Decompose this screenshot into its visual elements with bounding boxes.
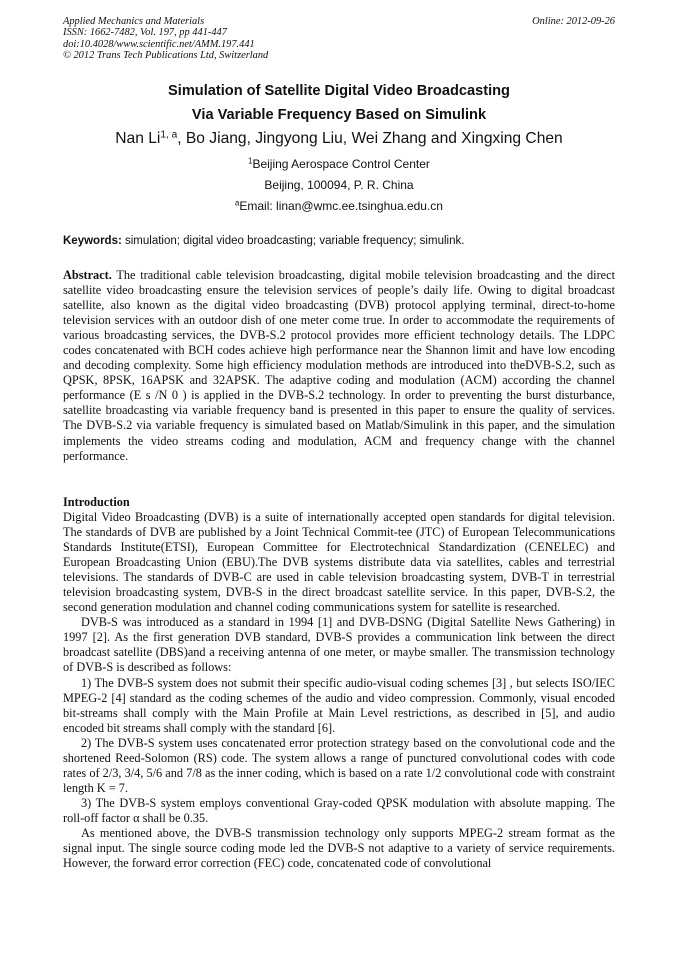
paragraph: DVB-S was introduced as a standard in 1994 [1] and DVB-DSNG (Digital Satellite News Gathering) in 1997 [2]. As the first generation DVB standard, DVB-S provides a communication link between the direct broadcast satellite (DBS)and a receiving antenna of one meter, or maybe smaller. The transmission technology of DVB-S is described as follows: bbox=[63, 615, 615, 675]
paper-title-line-1: Simulation of Satellite Digital Video Broadcasting bbox=[168, 83, 510, 99]
keywords-text: simulation; digital video broadcasting; variable frequency; simulink. bbox=[121, 235, 465, 247]
journal-name: Applied Mechanics and Materials bbox=[63, 16, 205, 27]
affiliation-institution: $^1$Beijing Aerospace Control Center bbox=[248, 156, 430, 171]
abstract-text: The traditional cable television broadcasting, digital mobile television broadcasting and the direct satellite video broadcasting ensure the television services of people’s daily life. Owing to digital broadcast satellite, also known as the digital video broadcasting (DVB) protocol applying terminal, direct-to-home television services with an outdoor dish of one meter come true. In order to accommodate the requirements of various broadcasting services, the DVB-S.2 protocol provides more efficient technology details. The LDPC codes concatenated with BCH codes achieve high performance near the Shannon limit and have low encoding and decoding complexity. Some high efficiency modulation methods are introduced into theDVB-S.2, such as QPSK, 8PSK, 16APSK and 32APSK. The adaptive coding and modulation (ACM) according the channel performance (E s /N 0 ) is applied in the DVB-S.2 technology. In order to preventing the burst disturbance, satellite broadcasting via variable frequency band is presented in this paper to ensure the quality of services. The DVB-S.2 via variable frequency is simulated based on Matlab/Simulink in this paper, and the simulation implements the video streams coding and modulation, ACM and frequency change with the channel performance. bbox=[63, 268, 615, 463]
author-email: $^a$Email: linan@wmc.ee.tsinghua.edu.cn bbox=[235, 198, 443, 213]
affiliation-mark: 1 bbox=[248, 156, 253, 166]
author-list bbox=[40, 129, 638, 149]
paper-title-line-2: Via Variable Frequency Based on Simulink bbox=[191, 107, 487, 123]
first-author-affiliation-mark: 1, a bbox=[160, 129, 178, 141]
keywords-label: Keywords: bbox=[63, 235, 122, 247]
abstract bbox=[63, 268, 615, 464]
paragraph: 2) The DVB-S system uses concatenated error protection strategy based on the convolutional code and the shortened Reed-Solomon (RS) code. The system allows a range of punctured convolutional codes with code rates of 2/3, 3/4, 5/6 and 7/8 as the inner coding, which is based on a rate 1/2 convolutional code with constraint length K = 7. bbox=[63, 735, 615, 795]
paragraph: As mentioned above, the DVB-S transmission technology only supports MPEG-2 stream format as the signal input. The single source coding mode led the DVB-S not adaptive to a variety of service requirements. However, the forward error correction (FEC) code, concatenated code of convolutional bbox=[63, 825, 615, 871]
other-authors: , Bo Jiang, Jingyong Liu, Wei Zhang and Xingxing Chen bbox=[177, 130, 563, 147]
copyright-line: © 2012 Trans Tech Publications Ltd, Switzerland bbox=[63, 50, 269, 62]
abstract-label: Abstract. bbox=[63, 268, 112, 282]
journal-header bbox=[63, 16, 483, 62]
paragraph: 1) The DVB-S system does not submit their specific audio-visual coding schemes [3] , but selects ISO/IEC MPEG-2 [4] standard as the coding schemes of the audio and video compression. Commonly, visual encoded bit-streams shall comply with the Main Profile at Main Level restrictions, as described in [5], and audio encoded bit streams shall comply with the standard [6]. bbox=[63, 675, 615, 735]
introduction-body bbox=[63, 510, 615, 871]
first-author: Nan Li bbox=[115, 130, 161, 147]
journal-issn: ISSN: 1662-7482, Vol. 197, pp 441-447 bbox=[63, 27, 227, 39]
section-heading-introduction: Introduction bbox=[63, 495, 130, 509]
affiliation-address: Beijing, 100094, P. R. China bbox=[264, 178, 414, 192]
online-date: Online: 2012-09-26 bbox=[532, 16, 615, 27]
paragraph: Digital Video Broadcasting (DVB) is a suite of internationally accepted open standards for digital television. The standards of DVB are published by a Joint Technical Commit-tee (JTC) of European Telecommunications Standards Institute(ETSI), European Committee for Electrotechnical Standardization (CENELEC) and European Broadcasting Union (EBU).The DVB systems distribute data via satellites, cables and terrestrial televisions. The standards of DVB-C are used in cable television broadcasting system, DVB-T in terrestrial television broadcasting system, DVB-S in the direct broadcast satellite service. In this paper, DVB-S.2, the second generation modulation and channel coding communications system for satellite is researched. bbox=[63, 510, 615, 615]
journal-doi: doi:10.4028/www.scientific.net/AMM.197.441 bbox=[63, 38, 255, 50]
email-mark: a bbox=[235, 198, 240, 208]
keywords bbox=[63, 234, 615, 249]
paragraph: 3) The DVB-S system employs conventional Gray-coded QPSK modulation with absolute mapping. The roll-off factor α shall be 0.35. bbox=[63, 795, 615, 825]
